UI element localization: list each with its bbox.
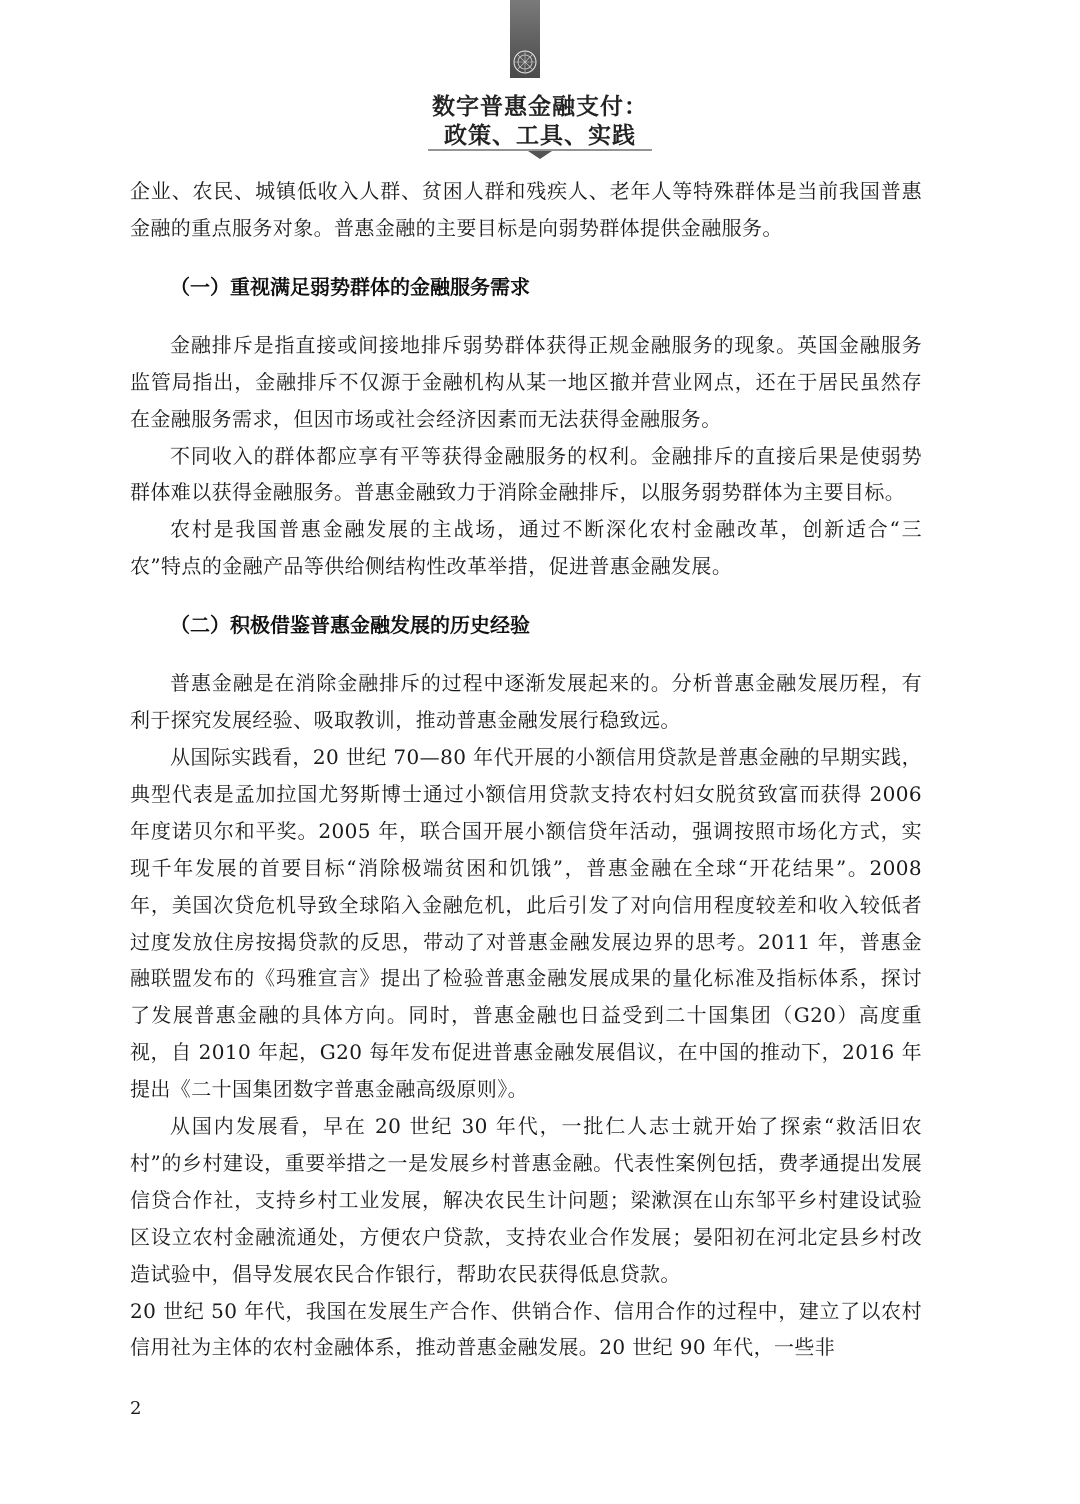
paragraph-1950s-1990s: 20 世纪 50 年代，我国在发展生产合作、供销合作、信用合作的过程中，建立了以农村信用社为主体的农村金融体系，推动普惠金融发展。20 世纪 90 年代，一些非 [130,1298,922,1360]
paragraph-intro-continued: 企业、农民、城镇低收入人群、贫困人群和残疾人、老年人等特殊群体是当前我国普惠金融的重点服务对象。普惠金融的主要目标是向弱势群体提供金融服务。 [130,179,922,240]
section-heading-2: （二）积极借鉴普惠金融发展的历史经验 [170,613,530,638]
paragraph-financial-exclusion: 金融排斥是指直接或间接地排斥弱势群体获得正规金融服务的现象。英国金融服务监管局指出，金融排斥不仅源于金融机构从某一地区撤并营业网点，还在于居民虽然存在金融服务需求，但因市场或社会经济因素而无法获得金融服务。 [130,332,922,431]
running-header-title-line2: 政策、工具、实践 [444,123,636,149]
paragraph-rural-main-battlefield: 农村是我国普惠金融发展的主战场，通过不断深化农村金融改革，创新适合“三农”特点的金融产品等供给侧结构性改革举措，促进普惠金融发展。 [130,517,922,579]
paragraph-equal-rights: 不同收入的群体都应享有平等获得金融服务的权利。金融排斥的直接后果是使弱势群体难以获得金融服务。普惠金融致力于消除金融排斥，以服务弱势群体为主要目标。 [130,443,922,505]
page-number: 2 [130,1398,142,1419]
running-header-title-line1: 数字普惠金融支付： [432,94,648,120]
paragraph-history-intro: 普惠金融是在消除金融排斥的过程中逐渐发展起来的。分析普惠金融发展历程，有利于探究发展经验、吸取教训，推动普惠金融发展行稳致远。 [130,671,922,733]
header-ribbon-emblem [510,0,540,78]
paragraph-domestic-development: 从国内发展看，早在 20 世纪 30 年代，一批仁人志士就开始了探索“救活旧农村”的乡村建设，重要举措之一是发展乡村普惠金融。代表性案例包括，费孝通提出发展信贷合作社，支持乡村工业发展，解决农民生计问题；梁漱溟在山东邹平乡村建设试验区设立农村金融流通处，方便农户贷款，支持农业合作发展；晏阳初在河北定县乡村改造试验中，倡导发展农民合作银行，帮助农民获得低息贷款。 [130,1114,922,1286]
page-body [130,173,922,1366]
section-heading-1: （一）重视满足弱势群体的金融服务需求 [170,274,530,299]
paragraph-international-practice: 从国际实践看，20 世纪 70—80 年代开展的小额信用贷款是普惠金融的早期实践，典型代表是孟加拉国尤努斯博士通过小额信用贷款支持农村妇女脱贫致富而获得 2006 年度诺贝尔和平奖。2005 年，联合国开展小额信贷年活动，强调按照市场化方式，实现千年发展的首要目标“消除极端贫困和饥饿”，普惠金融在全球“开花结果”。2008 年，美国次贷危机导致全球陷入金融危机，此后引发了对向信用程度较差和收入较低者过度发放住房按揭贷款的反思，带动了对普惠金融发展边界的思考。2011 年，普惠金融联盟发布的《玛雅宣言》提出了检验普惠金融发展成果的量化标准及指标体系，探讨了发展普惠金融的具体方向。同时，普惠金融也日益受到二十国集团（G20）高度重视，自 2010 年起，G20 每年发布促进普惠金融发展倡议，在中国的推动下，2016 年提出《二十国集团数字普惠金融高级原则》。 [130,744,922,1102]
header-underline-rule [428,148,652,160]
